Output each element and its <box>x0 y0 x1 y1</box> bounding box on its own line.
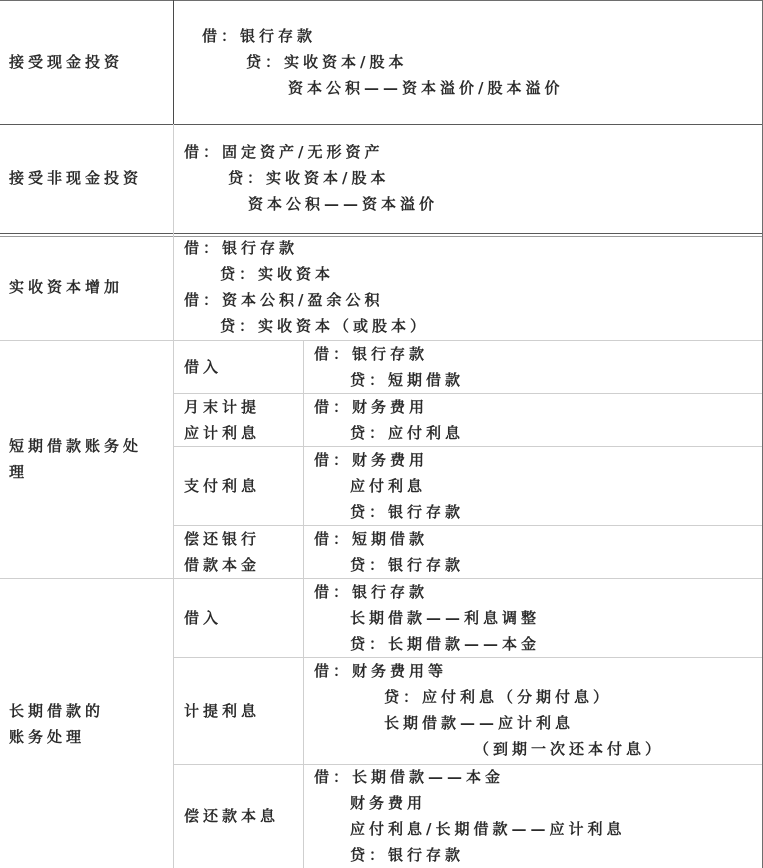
row-label-text: 接受非现金投资 <box>9 169 143 187</box>
entry-line: 借：财务费用 <box>314 451 429 469</box>
entry-long-borrow <box>314 579 540 657</box>
sub-label-text: 偿还银行 <box>184 530 261 548</box>
sub-label-long-borrow <box>184 605 222 631</box>
entry-line: 贷：实收资本/股本 <box>246 53 408 71</box>
row-label-text: 实收资本增加 <box>9 278 124 296</box>
row-divider <box>0 124 763 125</box>
entry-line: 贷：实收资本 <box>220 265 335 283</box>
sub-label-short-repay-principal <box>184 526 260 578</box>
entry-line: 借：银行存款 <box>202 27 317 45</box>
sub-label-text: 借入 <box>184 358 223 376</box>
entry-line: 贷：银行存款 <box>350 556 465 574</box>
sub-label-long-repay <box>184 803 279 829</box>
entry-line: 借：银行存款 <box>184 239 299 257</box>
row-label-noncash-investment <box>9 165 142 191</box>
entry-line: 贷：实收资本（或股本） <box>220 317 430 335</box>
row-label-text: 理 <box>9 463 29 481</box>
entry-line: 借：银行存款 <box>314 583 429 601</box>
row-label-text: 短期借款账务处 <box>9 437 143 455</box>
entry-line: 贷：应付利息（分期付息） <box>384 688 613 706</box>
entry-line: （到期一次还本付息） <box>474 740 665 758</box>
row-label-text: 账务处理 <box>9 728 86 746</box>
entry-short-pay-interest <box>314 447 464 525</box>
entry-short-repay-principal <box>314 526 464 578</box>
sub-row-divider <box>173 525 763 526</box>
entry-line: 资本公积——资本溢价 <box>248 195 439 213</box>
column-divider <box>303 340 304 868</box>
entry-short-borrow <box>314 341 464 393</box>
column-divider <box>173 0 174 124</box>
entry-line: 贷：应付利息 <box>350 424 465 442</box>
entry-line: 借：固定资产/无形资产 <box>184 143 384 161</box>
entry-long-accrue-interest <box>314 658 664 762</box>
sub-row-divider <box>173 446 763 447</box>
sub-label-text: 月末计提 <box>184 398 261 416</box>
table-top-border <box>0 0 763 1</box>
entry-line: 借：长期借款——本金 <box>314 768 505 786</box>
entry-line: 长期借款——利息调整 <box>350 609 541 627</box>
entry-line: 借：财务费用 <box>314 398 429 416</box>
entry-line: 贷：长期借款——本金 <box>350 635 541 653</box>
entry-line: 贷：实收资本/股本 <box>228 169 390 187</box>
row-label-text: 接受现金投资 <box>9 53 124 71</box>
entry-noncash-investment <box>184 139 438 217</box>
entry-line: 财务费用 <box>350 794 427 812</box>
entry-short-accrue-interest <box>314 394 464 446</box>
sub-row-divider <box>173 393 763 394</box>
entry-long-repay <box>314 764 625 868</box>
entry-line: 应付利息/长期借款——应计利息 <box>350 820 626 838</box>
row-label-text: 长期借款的 <box>9 702 105 720</box>
entry-line: 贷：银行存款 <box>350 503 465 521</box>
entry-line: 长期借款——应计利息 <box>384 714 575 732</box>
sub-label-short-accrue-interest <box>184 394 260 446</box>
entry-line: 贷：短期借款 <box>350 371 465 389</box>
row-label-capital-increase <box>9 274 123 300</box>
entry-cash-investment <box>202 23 563 101</box>
entry-line: 借：银行存款 <box>314 345 429 363</box>
entry-line: 借：短期借款 <box>314 530 429 548</box>
sub-label-text: 计提利息 <box>184 702 261 720</box>
sub-label-short-pay-interest <box>184 473 260 499</box>
entry-line: 借：财务费用等 <box>314 662 448 680</box>
entry-line: 资本公积——资本溢价/股本溢价 <box>288 79 564 97</box>
sub-label-text: 应计利息 <box>184 424 261 442</box>
row-label-cash-investment <box>9 49 123 75</box>
entry-line: 应付利息 <box>350 477 427 495</box>
sub-label-long-accrue-interest <box>184 698 260 724</box>
sub-label-text: 支付利息 <box>184 477 261 495</box>
row-label-short-term-loan <box>9 433 142 485</box>
sub-label-text: 借款本金 <box>184 556 261 574</box>
sub-label-text: 偿还款本息 <box>184 807 280 825</box>
entry-line: 借：资本公积/盈余公积 <box>184 291 384 309</box>
row-label-long-term-loan <box>9 698 104 750</box>
column-divider <box>173 124 174 868</box>
row-divider <box>0 233 763 234</box>
sub-label-short-borrow <box>184 354 222 380</box>
sub-label-text: 借入 <box>184 609 223 627</box>
entry-line: 贷：银行存款 <box>350 846 465 864</box>
entry-capital-increase <box>184 235 429 339</box>
